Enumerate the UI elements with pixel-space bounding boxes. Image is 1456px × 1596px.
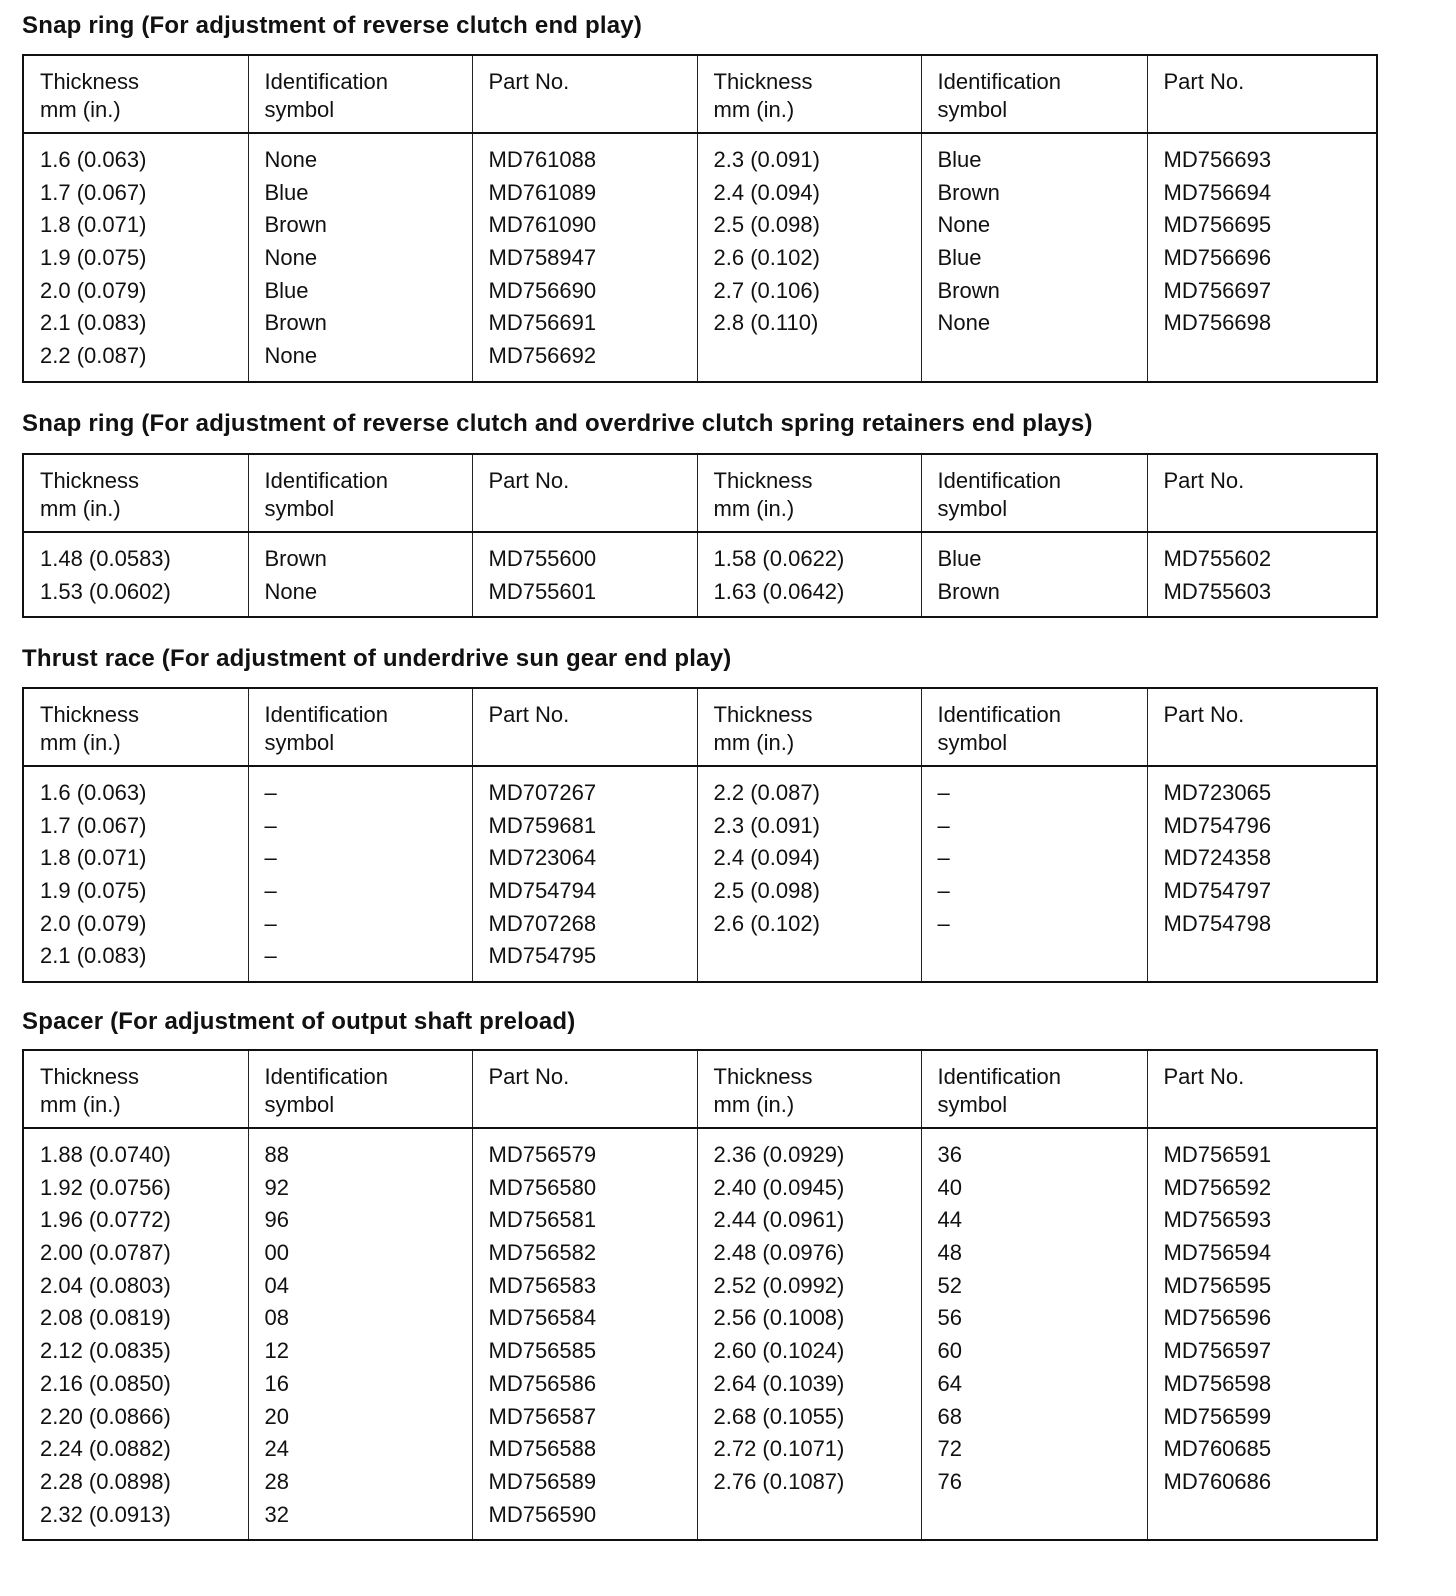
column-right-thickness — [697, 532, 921, 617]
cell-thickness: 2.0 (0.079) — [40, 910, 147, 936]
cell-identification-symbol: 40 — [937, 1174, 962, 1200]
column-header-part-number: Part No. — [472, 55, 697, 133]
column-right-thickness — [697, 766, 921, 982]
cell-identification-symbol: 48 — [937, 1240, 962, 1266]
cell-thickness: 2.20 (0.0866) — [40, 1403, 171, 1429]
cell-part-number: MD755602 — [1163, 546, 1272, 571]
cell-identification-symbol: – — [264, 943, 277, 969]
column-left-part-number — [472, 1128, 697, 1540]
cell-thickness: 2.64 (0.1039) — [713, 1370, 845, 1396]
cell-identification-symbol: None — [264, 578, 318, 604]
cell-part-number: MD756584 — [488, 1305, 597, 1331]
cell-thickness: 2.24 (0.0882) — [40, 1436, 171, 1462]
cell-thickness: 1.9 (0.075) — [40, 878, 147, 904]
cell-part-number: MD761089 — [488, 179, 597, 205]
cell-part-number: MD756586 — [488, 1370, 597, 1396]
cell-identification-symbol: None — [264, 343, 318, 369]
cell-identification-symbol: Blue — [937, 147, 982, 172]
cell-identification-symbol: – — [264, 845, 277, 871]
cell-thickness: 1.58 (0.0622) — [713, 546, 845, 571]
cell-thickness: 1.7 (0.067) — [40, 812, 147, 838]
cell-thickness: 2.1 (0.083) — [40, 310, 147, 336]
cell-part-number: MD754798 — [1163, 910, 1272, 936]
cell-thickness: 1.9 (0.075) — [40, 245, 147, 271]
cell-part-number: MD723064 — [488, 845, 597, 871]
cell-thickness: 1.6 (0.063) — [40, 147, 147, 172]
cell-part-number: MD754796 — [1163, 812, 1272, 838]
table-header-row — [23, 688, 1377, 766]
cell-part-number: MD756592 — [1163, 1174, 1272, 1200]
cell-part-number: MD756695 — [1163, 212, 1272, 238]
cell-part-number: MD756597 — [1163, 1338, 1272, 1364]
cell-identification-symbol: 32 — [264, 1501, 289, 1527]
column-right-identification-symbol — [921, 766, 1147, 982]
cell-identification-symbol: 08 — [264, 1305, 289, 1331]
cell-part-number: MD756691 — [488, 310, 597, 336]
cell-part-number: MD756698 — [1163, 310, 1272, 336]
column-header-part-number: Part No. — [1147, 1050, 1377, 1128]
cell-identification-symbol: – — [937, 910, 950, 936]
column-header-identification-symbol: Identification symbol — [248, 688, 472, 766]
parts-table — [22, 1049, 1378, 1541]
cell-part-number: MD754797 — [1163, 878, 1272, 904]
cell-identification-symbol: – — [264, 910, 277, 936]
cell-thickness: 2.2 (0.087) — [40, 343, 147, 369]
column-header-thickness: Thickness mm (in.) — [697, 454, 921, 532]
cell-part-number: MD759681 — [488, 812, 597, 838]
cell-identification-symbol: 96 — [264, 1207, 289, 1233]
parts-table — [22, 687, 1378, 983]
cell-identification-symbol: – — [264, 780, 277, 805]
column-header-identification-symbol: Identification symbol — [921, 454, 1147, 532]
cell-identification-symbol: 36 — [937, 1142, 962, 1167]
table-header-row — [23, 454, 1377, 532]
column-left-part-number — [472, 133, 697, 382]
cell-part-number: MD761088 — [488, 147, 597, 172]
column-right-thickness — [697, 1128, 921, 1540]
cell-part-number: MD756694 — [1163, 179, 1272, 205]
cell-part-number: MD707267 — [488, 780, 597, 805]
cell-thickness: 1.7 (0.067) — [40, 179, 147, 205]
cell-thickness: 1.6 (0.063) — [40, 780, 147, 805]
column-header-identification-symbol: Identification symbol — [248, 1050, 472, 1128]
cell-identification-symbol: 72 — [937, 1436, 962, 1462]
cell-identification-symbol: Blue — [937, 245, 982, 271]
column-right-part-number — [1147, 766, 1377, 982]
cell-identification-symbol: 16 — [264, 1370, 289, 1396]
column-header-identification-symbol: Identification symbol — [921, 55, 1147, 133]
column-header-thickness: Thickness mm (in.) — [23, 1050, 248, 1128]
cell-identification-symbol: None — [937, 310, 991, 336]
cell-identification-symbol: – — [264, 878, 277, 904]
cell-thickness: 1.96 (0.0772) — [40, 1207, 171, 1233]
cell-identification-symbol: 76 — [937, 1468, 962, 1494]
column-header-part-number: Part No. — [472, 688, 697, 766]
cell-identification-symbol: – — [937, 780, 950, 805]
cell-thickness: 2.4 (0.094) — [713, 179, 820, 205]
cell-part-number: MD756589 — [488, 1468, 597, 1494]
column-left-identification-symbol — [248, 133, 472, 382]
cell-identification-symbol: – — [937, 878, 950, 904]
cell-thickness: 1.53 (0.0602) — [40, 578, 171, 604]
cell-part-number: MD756696 — [1163, 245, 1272, 271]
cell-thickness: 2.12 (0.0835) — [40, 1338, 171, 1364]
cell-thickness: 2.6 (0.102) — [713, 245, 820, 271]
column-left-part-number — [472, 766, 697, 982]
column-left-thickness — [23, 766, 248, 982]
column-header-thickness: Thickness mm (in.) — [697, 688, 921, 766]
column-right-identification-symbol — [921, 133, 1147, 382]
table-body-row — [23, 133, 1377, 382]
cell-thickness: 2.56 (0.1008) — [713, 1305, 845, 1331]
cell-part-number: MD723065 — [1163, 780, 1272, 805]
column-right-identification-symbol — [921, 532, 1147, 617]
cell-part-number: MD756591 — [1163, 1142, 1272, 1167]
column-header-identification-symbol: Identification symbol — [248, 454, 472, 532]
cell-part-number: MD756583 — [488, 1272, 597, 1298]
cell-identification-symbol: 12 — [264, 1338, 289, 1364]
cell-identification-symbol: Brown — [264, 212, 327, 238]
column-left-thickness — [23, 1128, 248, 1540]
cell-part-number: MD756599 — [1163, 1403, 1272, 1429]
table-body-row — [23, 766, 1377, 982]
cell-thickness: 2.36 (0.0929) — [713, 1142, 845, 1167]
section-title: Thrust race (For adjustment of underdrive sun gear end play) — [22, 645, 732, 672]
column-right-identification-symbol — [921, 1128, 1147, 1540]
cell-identification-symbol: 56 — [937, 1305, 962, 1331]
column-right-part-number — [1147, 1128, 1377, 1540]
cell-thickness: 2.52 (0.0992) — [713, 1272, 845, 1298]
column-header-thickness: Thickness mm (in.) — [697, 55, 921, 133]
cell-part-number: MD707268 — [488, 910, 597, 936]
cell-thickness: 2.00 (0.0787) — [40, 1240, 171, 1266]
cell-thickness: 2.48 (0.0976) — [713, 1240, 845, 1266]
cell-part-number: MD754795 — [488, 943, 597, 969]
cell-part-number: MD755601 — [488, 578, 597, 604]
cell-part-number: MD754794 — [488, 878, 597, 904]
cell-part-number: MD755603 — [1163, 578, 1272, 604]
section-title: Snap ring (For adjustment of reverse clutch end play) — [22, 12, 643, 39]
cell-part-number: MD756594 — [1163, 1240, 1272, 1266]
cell-part-number: MD756587 — [488, 1403, 597, 1429]
cell-identification-symbol: 24 — [264, 1436, 289, 1462]
cell-identification-symbol: – — [937, 812, 950, 838]
column-header-part-number: Part No. — [472, 1050, 697, 1128]
cell-identification-symbol: Brown — [937, 179, 1000, 205]
column-left-thickness — [23, 532, 248, 617]
column-header-identification-symbol: Identification symbol — [921, 688, 1147, 766]
cell-part-number: MD756697 — [1163, 277, 1272, 303]
cell-thickness: 2.68 (0.1055) — [713, 1403, 845, 1429]
column-header-part-number: Part No. — [1147, 55, 1377, 133]
column-header-thickness: Thickness mm (in.) — [23, 55, 248, 133]
column-header-thickness: Thickness mm (in.) — [23, 688, 248, 766]
cell-identification-symbol: Blue — [264, 277, 309, 303]
table-body-row — [23, 532, 1377, 617]
column-left-identification-symbol — [248, 766, 472, 982]
cell-identification-symbol: Brown — [937, 578, 1000, 604]
cell-thickness: 2.0 (0.079) — [40, 277, 147, 303]
cell-identification-symbol: 92 — [264, 1174, 289, 1200]
cell-part-number: MD756581 — [488, 1207, 597, 1233]
column-header-identification-symbol: Identification symbol — [248, 55, 472, 133]
cell-part-number: MD756580 — [488, 1174, 597, 1200]
cell-identification-symbol: Brown — [264, 310, 327, 336]
cell-thickness: 2.04 (0.0803) — [40, 1272, 171, 1298]
cell-identification-symbol: Blue — [937, 546, 982, 571]
cell-thickness: 2.3 (0.091) — [713, 147, 820, 172]
column-header-part-number: Part No. — [472, 454, 697, 532]
cell-thickness: 1.92 (0.0756) — [40, 1174, 171, 1200]
cell-part-number: MD756595 — [1163, 1272, 1272, 1298]
cell-thickness: 2.1 (0.083) — [40, 943, 147, 969]
cell-part-number: MD758947 — [488, 245, 597, 271]
column-header-part-number: Part No. — [1147, 454, 1377, 532]
cell-part-number: MD756692 — [488, 343, 597, 369]
cell-thickness: 2.3 (0.091) — [713, 812, 820, 838]
cell-thickness: 2.2 (0.087) — [713, 780, 820, 805]
column-right-part-number — [1147, 532, 1377, 617]
parts-table — [22, 54, 1378, 383]
cell-thickness: 2.4 (0.094) — [713, 845, 820, 871]
column-header-part-number: Part No. — [1147, 688, 1377, 766]
cell-part-number: MD760685 — [1163, 1436, 1272, 1462]
cell-part-number: MD756585 — [488, 1338, 597, 1364]
table-body-row — [23, 1128, 1377, 1540]
cell-thickness: 2.7 (0.106) — [713, 277, 820, 303]
cell-identification-symbol: None — [937, 212, 991, 238]
cell-part-number: MD756588 — [488, 1436, 597, 1462]
column-right-part-number — [1147, 133, 1377, 382]
cell-identification-symbol: 04 — [264, 1272, 289, 1298]
cell-thickness: 2.8 (0.110) — [713, 310, 819, 336]
cell-thickness: 2.44 (0.0961) — [713, 1207, 845, 1233]
cell-part-number: MD724358 — [1163, 845, 1272, 871]
cell-part-number: MD756693 — [1163, 147, 1272, 172]
cell-identification-symbol: 60 — [937, 1338, 962, 1364]
cell-identification-symbol: 44 — [937, 1207, 962, 1233]
cell-identification-symbol: Brown — [937, 277, 1000, 303]
cell-identification-symbol: 64 — [937, 1370, 962, 1396]
cell-thickness: 1.8 (0.071) — [40, 212, 147, 238]
cell-part-number: MD756590 — [488, 1501, 597, 1527]
cell-thickness: 1.88 (0.0740) — [40, 1142, 171, 1167]
cell-thickness: 2.28 (0.0898) — [40, 1468, 171, 1494]
cell-identification-symbol: 28 — [264, 1468, 289, 1494]
cell-part-number: MD756593 — [1163, 1207, 1272, 1233]
cell-identification-symbol: None — [264, 147, 318, 172]
table-header-row — [23, 55, 1377, 133]
cell-part-number: MD756690 — [488, 277, 597, 303]
cell-thickness: 2.32 (0.0913) — [40, 1501, 171, 1527]
cell-thickness: 2.6 (0.102) — [713, 910, 820, 936]
cell-part-number: MD756582 — [488, 1240, 597, 1266]
cell-part-number: MD756598 — [1163, 1370, 1272, 1396]
cell-identification-symbol: 20 — [264, 1403, 289, 1429]
cell-thickness: 2.5 (0.098) — [713, 212, 820, 238]
column-header-thickness: Thickness mm (in.) — [697, 1050, 921, 1128]
column-header-identification-symbol: Identification symbol — [921, 1050, 1147, 1128]
cell-identification-symbol: 00 — [264, 1240, 289, 1266]
cell-thickness: 1.63 (0.0642) — [713, 578, 845, 604]
cell-part-number: MD755600 — [488, 546, 597, 571]
column-right-thickness — [697, 133, 921, 382]
cell-identification-symbol: None — [264, 245, 318, 271]
cell-identification-symbol: – — [937, 845, 950, 871]
cell-identification-symbol: 68 — [937, 1403, 962, 1429]
cell-thickness: 2.08 (0.0819) — [40, 1305, 171, 1331]
column-left-part-number — [472, 532, 697, 617]
column-left-identification-symbol — [248, 532, 472, 617]
section-title: Spacer (For adjustment of output shaft preload) — [22, 1008, 576, 1035]
cell-thickness: 1.48 (0.0583) — [40, 546, 171, 571]
cell-part-number: MD761090 — [488, 212, 597, 238]
column-left-thickness — [23, 133, 248, 382]
cell-thickness: 2.72 (0.1071) — [713, 1436, 845, 1462]
column-header-thickness: Thickness mm (in.) — [23, 454, 248, 532]
cell-identification-symbol: – — [264, 812, 277, 838]
cell-thickness: 2.5 (0.098) — [713, 878, 820, 904]
cell-thickness: 2.40 (0.0945) — [713, 1174, 845, 1200]
cell-part-number: MD756579 — [488, 1142, 597, 1167]
cell-thickness: 2.16 (0.0850) — [40, 1370, 171, 1396]
cell-identification-symbol: 88 — [264, 1142, 289, 1167]
cell-part-number: MD760686 — [1163, 1468, 1272, 1494]
cell-part-number: MD756596 — [1163, 1305, 1272, 1331]
cell-thickness: 1.8 (0.071) — [40, 845, 147, 871]
cell-thickness: 2.60 (0.1024) — [713, 1338, 845, 1364]
cell-thickness: 2.76 (0.1087) — [713, 1468, 845, 1494]
cell-identification-symbol: Brown — [264, 546, 327, 571]
column-left-identification-symbol — [248, 1128, 472, 1540]
parts-table — [22, 453, 1378, 618]
section-title: Snap ring (For adjustment of reverse clutch and overdrive clutch spring retainers end plays) — [22, 410, 1093, 437]
cell-identification-symbol: Blue — [264, 179, 309, 205]
cell-identification-symbol: 52 — [937, 1272, 962, 1298]
table-header-row — [23, 1050, 1377, 1128]
